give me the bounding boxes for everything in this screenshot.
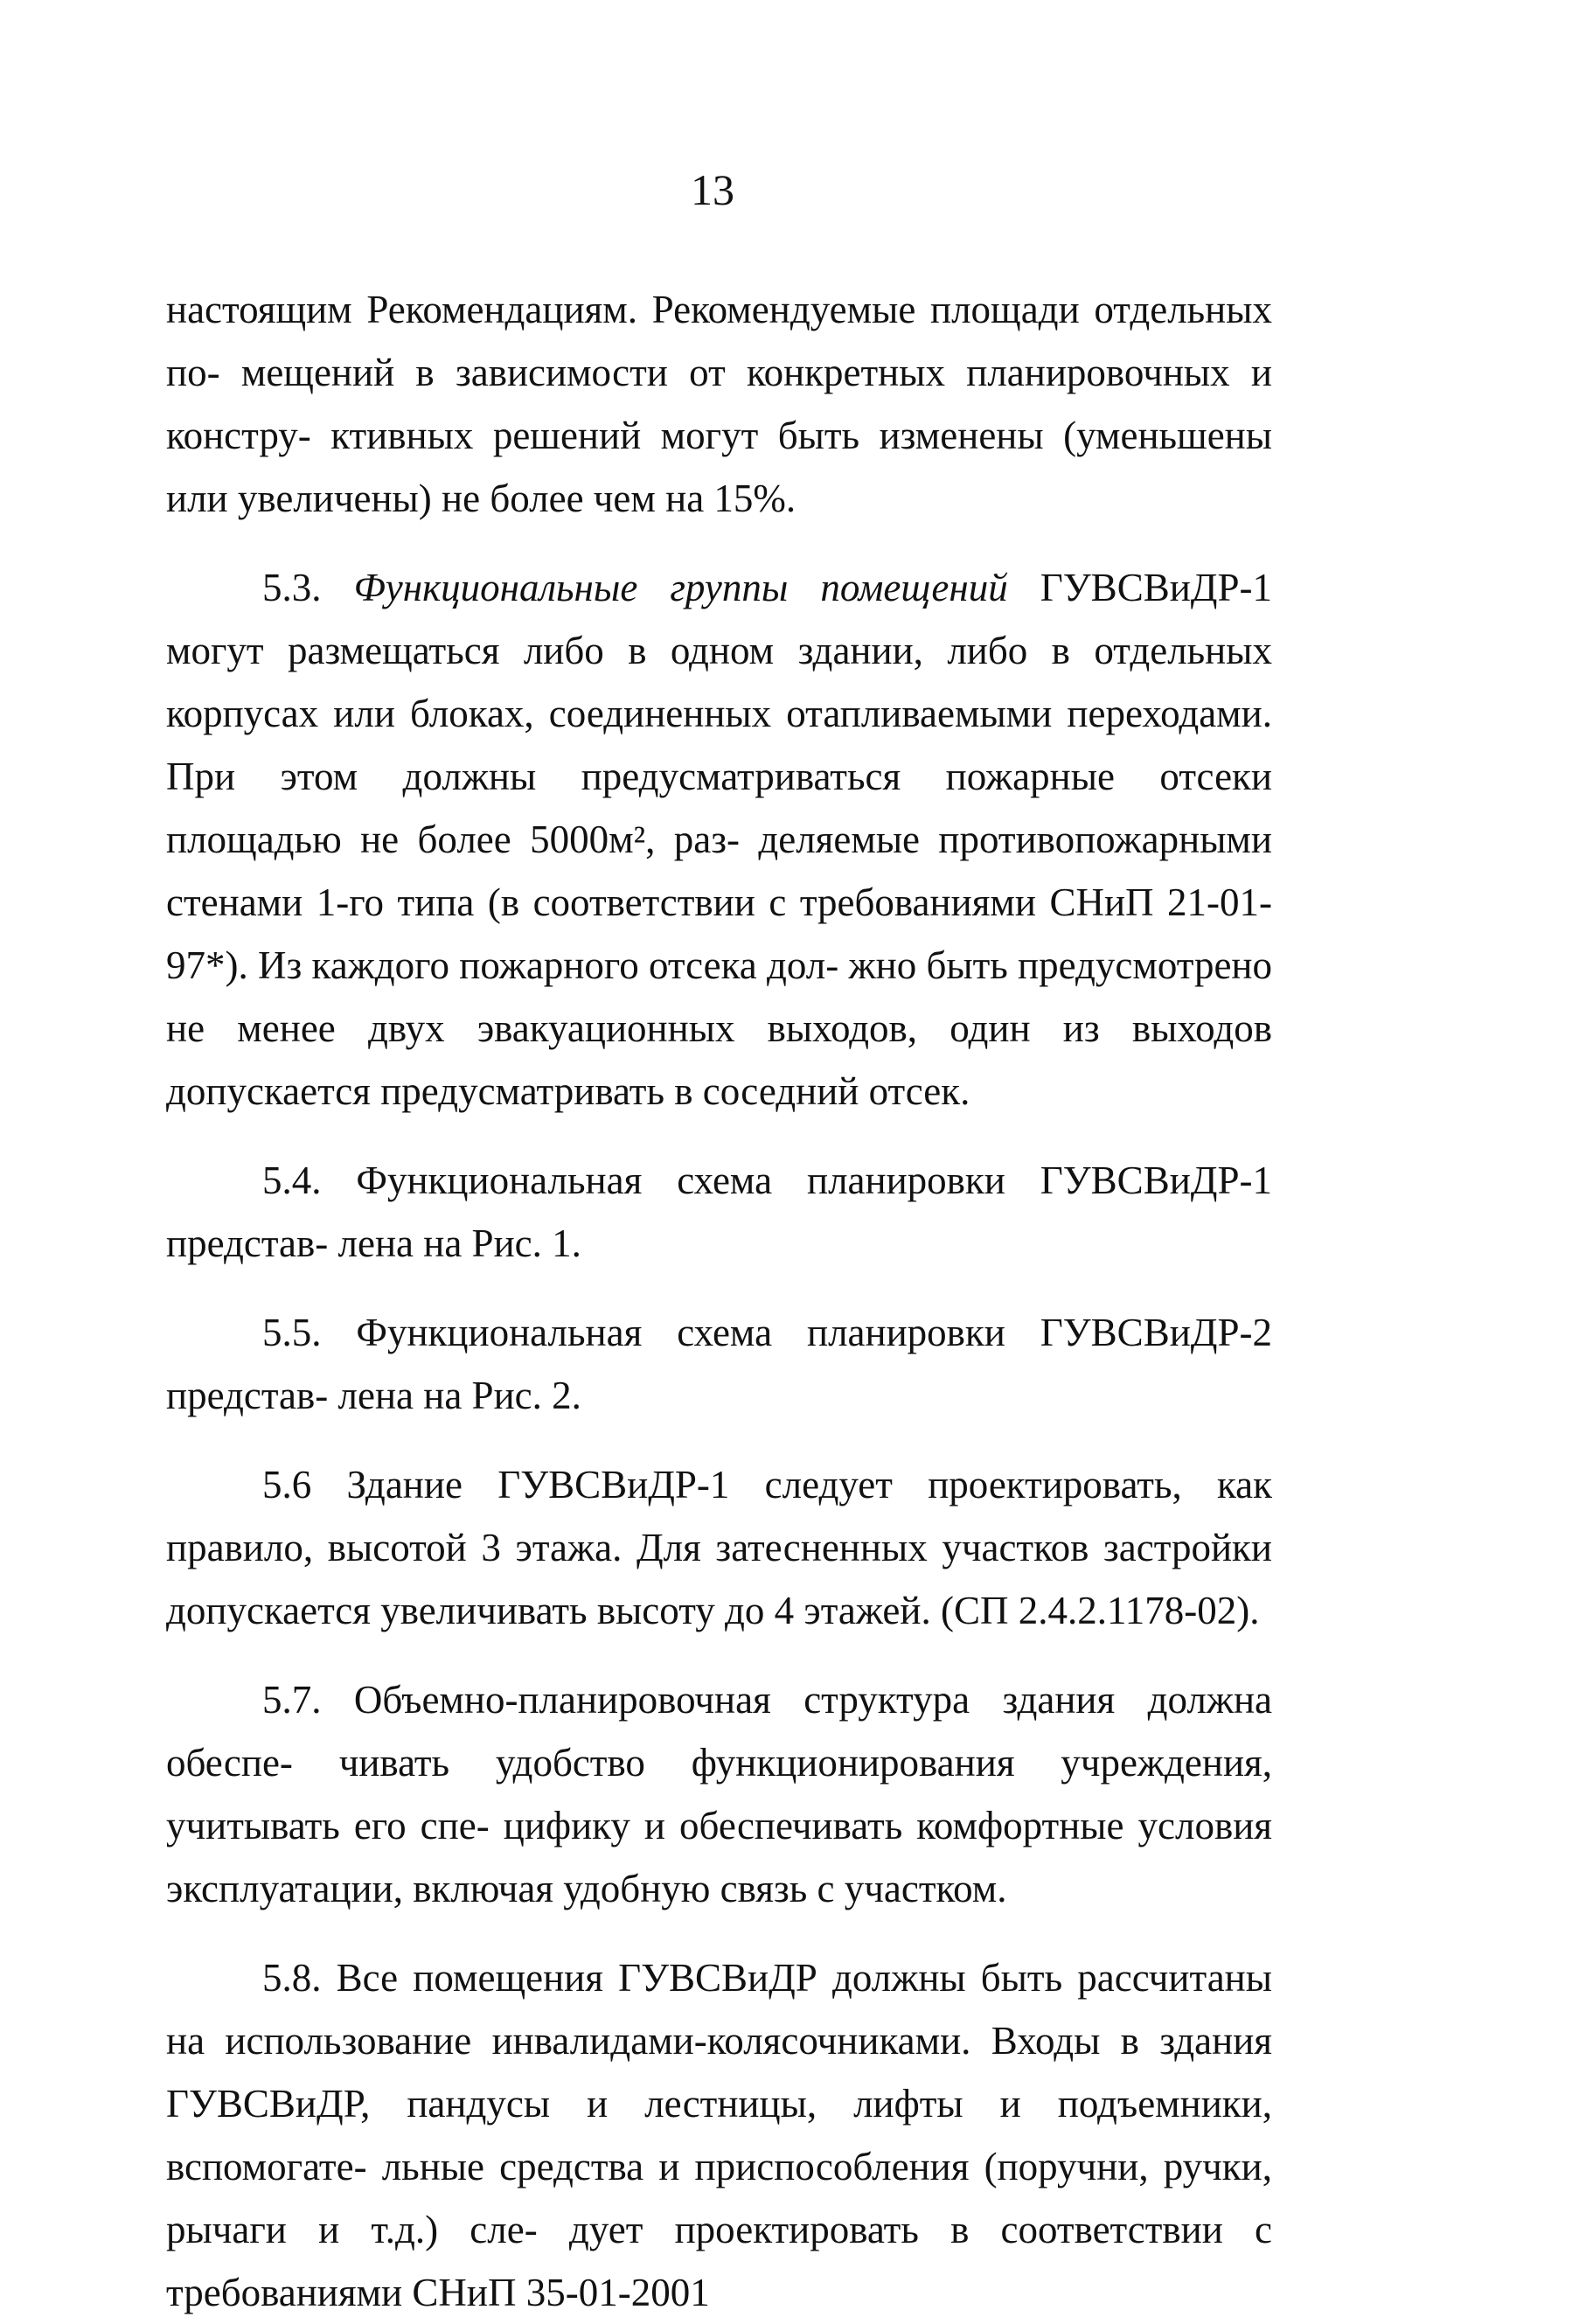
text-line: 5.6 Здание ГУВСВиДР-1 следует проектировать, как правило, xyxy=(166,1463,1272,1569)
text-line: настоящим Рекомендациям. Рекомендуемые площади отдельных по- xyxy=(166,288,1272,394)
text-line: лена на Рис. 2. xyxy=(337,1374,581,1417)
paragraph-5-3 xyxy=(166,556,1272,1123)
text-line: чивать удобство функционирования учреждения, учитывать его спе- xyxy=(166,1741,1272,1847)
text-line: из выходов допускается предусматривать в соседний отсек. xyxy=(166,1006,1272,1113)
page-number: 13 xyxy=(691,165,734,214)
paragraph-5-7 xyxy=(166,1668,1272,1920)
text-line: цифику и обеспечивать комфортные условия эксплуатации, включая xyxy=(166,1804,1273,1910)
text-line: удобную связь с участком. xyxy=(563,1867,1007,1910)
paragraph-5-4 xyxy=(166,1149,1272,1275)
text-line: дует проектировать в соответствии с требованиями СНиП 35-01-2001 xyxy=(166,2208,1273,2314)
text-line: ГУВСВиДР, пандусы и лестницы, лифты и подъемники, вспомогате- xyxy=(166,2082,1272,2188)
text-line: 5.5. Функциональная схема планировки ГУВСВиДР-2 представ- xyxy=(166,1311,1272,1417)
text-line: лена на Рис. 1. xyxy=(337,1221,581,1265)
text-line: деляемые противопожарными стенами 1-го типа (в соответствии с xyxy=(166,818,1272,924)
text-line: высотой 3 этажа. Для затесненных участков застройки допускается xyxy=(166,1526,1272,1632)
text-line: жно быть предусмотрено не менее двух эвакуационных выходов, один xyxy=(166,943,1273,1050)
section-number: 5.3. xyxy=(262,566,354,609)
text-line: 5.7. Объемно-планировочная структура здания должна обеспе- xyxy=(166,1678,1272,1785)
text-line: 5.4. Функциональная схема планировки ГУВСВиДР-1 представ- xyxy=(166,1159,1272,1265)
text-line: использование инвалидами-колясочниками. Входы в здания xyxy=(225,2019,1272,2063)
paragraph-intro xyxy=(166,278,1272,530)
text-line: увеличивать высоту до 4 этажей. (СП 2.4.2.1178-02). xyxy=(380,1589,1260,1632)
text-line: ГУВСВиДР-1 могут xyxy=(166,566,1273,672)
text-line: 5.8. Все помещения ГУВСВиДР должны быть рассчитаны на xyxy=(166,1956,1272,2063)
paragraph-5-6 xyxy=(166,1453,1272,1642)
text-line: размещаться либо в одном здании, либо в отдельных корпусах или xyxy=(166,629,1272,735)
paragraph-5-5 xyxy=(166,1301,1272,1427)
document-body xyxy=(166,278,1272,2324)
text-line: требованиями СНиП 21-01-97*). Из каждого пожарного отсека дол- xyxy=(166,880,1272,987)
text-line: предусматриваться пожарные отсеки площадью не более 5000м², раз- xyxy=(166,755,1272,861)
text-line: ктивных решений могут быть изменены (уменьшены или увеличены) xyxy=(166,414,1272,520)
italic-phrase: Функциональные группы помещений xyxy=(353,566,1008,609)
text-line: мещений в зависимости от конкретных планировочных и констру- xyxy=(166,351,1272,457)
text-line: не более чем на 15%. xyxy=(442,477,796,520)
paragraph-5-8 xyxy=(166,1946,1272,2324)
text-line: блоках, соединенных отапливаемыми переходами. При этом должны xyxy=(166,692,1272,798)
text-line: льные средства и приспособления (поручни, ручки, рычаги и т.д.) сле- xyxy=(166,2145,1272,2251)
